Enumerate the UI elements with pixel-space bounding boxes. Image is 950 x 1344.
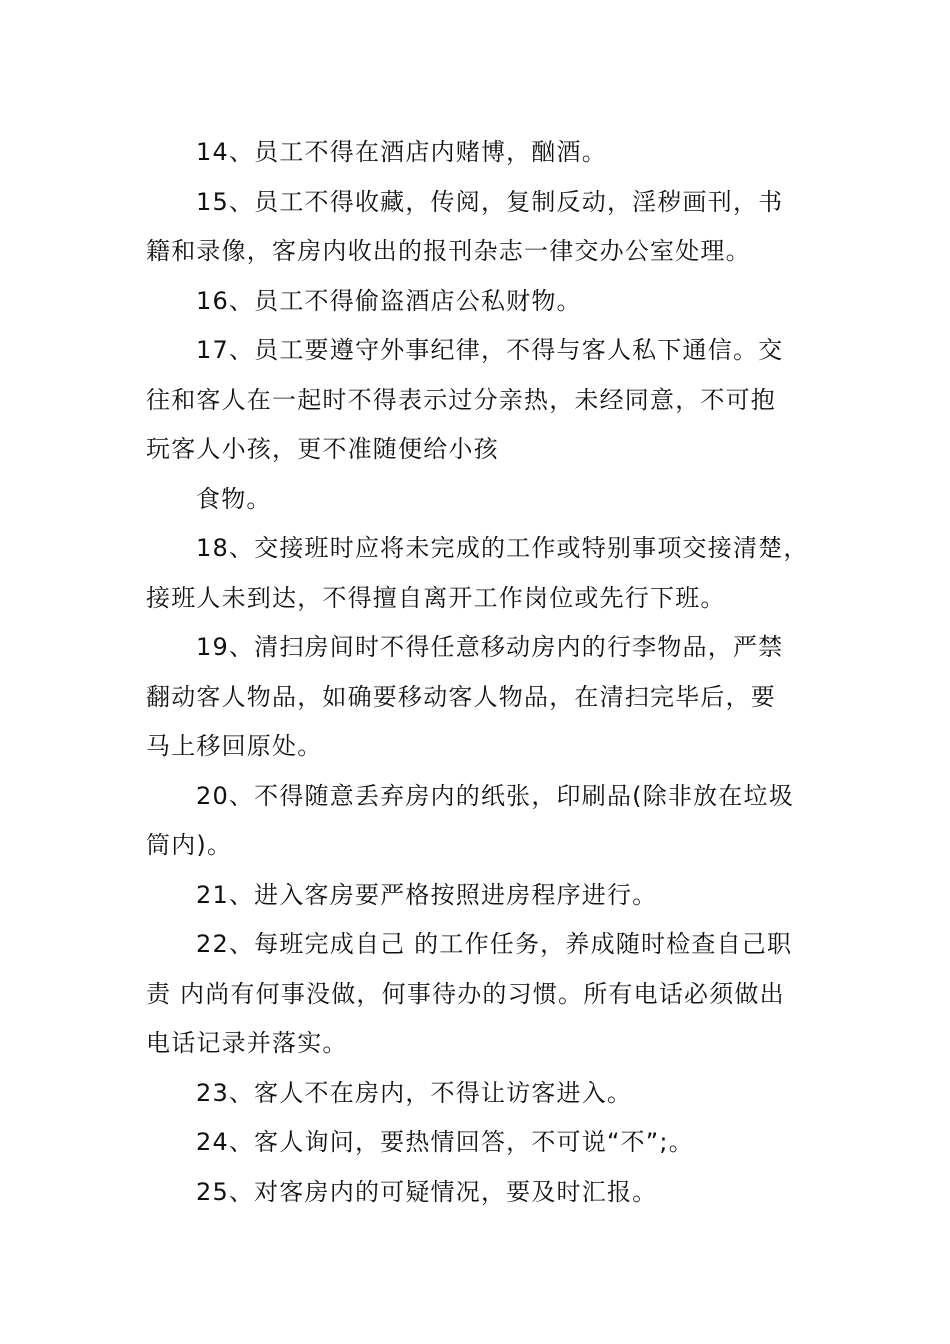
paragraph-21 <box>146 871 810 921</box>
paragraph-22 <box>146 920 810 1069</box>
paragraph-line: 24、客人询问，要热情回答，不可说“不”;。 <box>196 1128 694 1156</box>
paragraph-line: 翻动客人物品，如确要移动客人物品，在清扫完毕后，要 <box>146 682 776 711</box>
paragraph-25 <box>146 1168 810 1218</box>
paragraph-line: 15、员工不得收藏，传阅，复制反动，淫秽画刊，书 <box>196 187 784 216</box>
paragraph-17 <box>146 326 810 475</box>
paragraph-line: 23、客人不在房内，不得让访客进入。 <box>196 1078 633 1107</box>
paragraph-line: 21、进入客房要严格按照进房程序进行。 <box>196 880 658 909</box>
paragraph-line: 电话记录并落实。 <box>146 1029 348 1057</box>
paragraph-line: 食物。 <box>196 484 272 513</box>
paragraph-line: 22、每班完成自己 的工作任务，养成随时检查自己职 <box>196 930 793 958</box>
paragraph-16 <box>146 277 810 327</box>
paragraph-line: 14、员工不得在酒店内赌博，酗酒。 <box>196 138 607 166</box>
paragraph-line: 16、员工不得偷盗酒店公私财物。 <box>196 286 582 315</box>
paragraph-line: 17、员工要遵守外事纪律，不得与客人私下通信。交 <box>196 336 784 364</box>
paragraph-line: 筒内)。 <box>146 831 233 859</box>
paragraph-line: 接班人未到达，不得擅自离开工作岗位或先行下班。 <box>146 583 726 612</box>
paragraph-line: 20、不得随意丢弃房内的纸张，印刷品(除非放在垃圾 <box>196 781 794 810</box>
paragraph-18 <box>146 524 810 623</box>
paragraph-24 <box>146 1118 810 1168</box>
paragraph-line: 往和客人在一起时不得表示过分亲热，未经同意，不可抱 <box>146 385 776 414</box>
paragraph-14 <box>146 128 810 178</box>
paragraph-line: 责 内尚有何事没做，何事待办的习惯。所有电话必须做出 <box>146 979 785 1008</box>
paragraph-line: 18、交接班时应将未完成的工作或特别事项交接清楚， <box>196 534 809 562</box>
paragraph-19 <box>146 623 810 772</box>
paragraph-line: 19、清扫房间时不得任意移动房内的行李物品，严禁 <box>196 633 784 661</box>
paragraph-line: 马上移回原处。 <box>146 732 323 760</box>
paragraph-20 <box>146 772 810 871</box>
paragraph-line: 玩客人小孩，更不准随便给小孩 <box>146 435 499 463</box>
paragraph-line: 籍和录像，客房内收出的报刊杂志一律交办公室处理。 <box>146 237 751 265</box>
paragraph-17-continuation <box>146 475 810 525</box>
document-body <box>146 128 810 1217</box>
paragraph-line: 25、对客房内的可疑情况，要及时汇报。 <box>196 1177 658 1206</box>
paragraph-23 <box>146 1069 810 1119</box>
paragraph-15 <box>146 178 810 277</box>
